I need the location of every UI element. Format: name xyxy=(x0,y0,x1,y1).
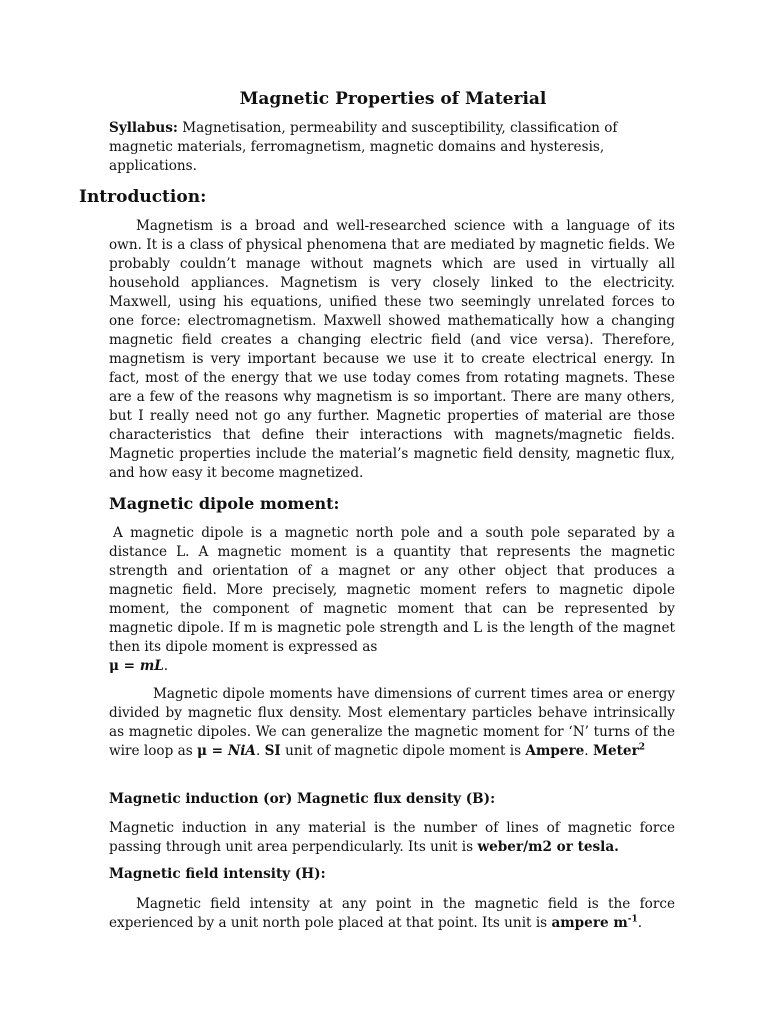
dipole-equation-rhs: mL xyxy=(139,658,164,674)
introduction-paragraph: Magnetism is a broad and well-researched science with a language of its own. It is a class of physical phenomena that are mediated by magnetic fields. We probably couldn’t manage without magnets which are used in virtually all household appliances. Magnetism is very closely linked to the electricity. Maxwell, using his equations, unified these two seemingly unrelated forces to one force: electromagnetism. Maxwell showed mathematically how a changing magnetic field creates a changing electric field (and vice versa). Therefore, magnetism is very important because we use it to create electrical energy. In fact, most of the energy that we use today comes from rotating magnets. These are a few of the reasons why magnetism is so important. There are many others, but I really need not go any further. Magnetic properties of material are those characteristics that define their interactions with magnets/magnetic fields. Magnetic properties include the material’s magnetic field density, magnetic flux, and how easy it become magnetized. xyxy=(109,218,675,481)
introduction-heading: Introduction: xyxy=(79,187,207,207)
induction-unit: weber/m2 or tesla. xyxy=(477,839,619,855)
field-intensity-text: Magnetic field intensity at any point in the magnetic field is the force experienced by a unit north pole placed at that point. Its unit is xyxy=(109,896,675,931)
induction-text: Magnetic induction in any material is the number of lines of magnetic force passing through unit area perpendicularly. Its unit is xyxy=(109,820,675,855)
syllabus-label: Syllabus: xyxy=(109,120,178,136)
unit-meter-exponent: 2 xyxy=(638,742,646,753)
unit-meter: Meter xyxy=(592,743,639,759)
induction-heading: Magnetic induction (or) Magnetic flux density (B): xyxy=(109,791,496,807)
dipole-paragraph-2-text: Magnetic dipole moments have dimensions of current times area or energy divided by magnetic flux density. Most elementary particles behave intrinsically as magnetic dipoles. We can generalize the magnetic moment for ‘N’ turns of the wire loop as xyxy=(109,686,675,759)
si-label: SI xyxy=(264,743,281,759)
field-intensity-unit-exponent: -1 xyxy=(627,914,638,925)
dipole-paragraph-2-sep: . xyxy=(255,743,265,759)
turns-equation-lhs: μ = xyxy=(197,743,228,759)
dipole-paragraph-2 xyxy=(109,685,675,761)
dipole-paragraph-2-dot: . xyxy=(584,743,593,759)
turns-equation-rhs: NiA xyxy=(227,743,256,759)
syllabus-paragraph xyxy=(109,119,675,176)
syllabus-text: Magnetisation, permeability and susceptibility, classification of magnetic materials, ferromagnetism, magnetic domains and hysteresis, applications. xyxy=(109,120,618,174)
dipole-equation xyxy=(109,657,675,676)
dipole-paragraph-2-unit-text: unit of magnetic dipole moment is xyxy=(280,743,526,759)
dipole-moment-heading: Magnetic dipole moment: xyxy=(109,494,340,513)
dipole-equation-lhs: μ = xyxy=(109,658,140,674)
unit-ampere: Ampere xyxy=(525,743,585,759)
induction-paragraph xyxy=(109,819,675,857)
field-intensity-end: . xyxy=(637,915,643,931)
field-intensity-unit: ampere m xyxy=(551,915,628,931)
field-intensity-heading: Magnetic field intensity (H): xyxy=(109,866,326,882)
dipole-paragraph-1: A magnetic dipole is a magnetic north pole and a south pole separated by a distance L. A magnetic moment is a quantity that represents the magnetic strength and orientation of a magnet or any other object that produces a magnetic field. More precisely, magnetic moment refers to magnetic dipole moment, the component of magnetic moment that can be represented by magnetic dipole. If m is magnetic pole strength and L is the length of the magnet then its dipole moment is expressed as xyxy=(109,525,675,655)
dipole-equation-end: . xyxy=(163,658,169,674)
document-title: Magnetic Properties of Material xyxy=(239,89,547,109)
field-intensity-paragraph xyxy=(109,895,675,933)
